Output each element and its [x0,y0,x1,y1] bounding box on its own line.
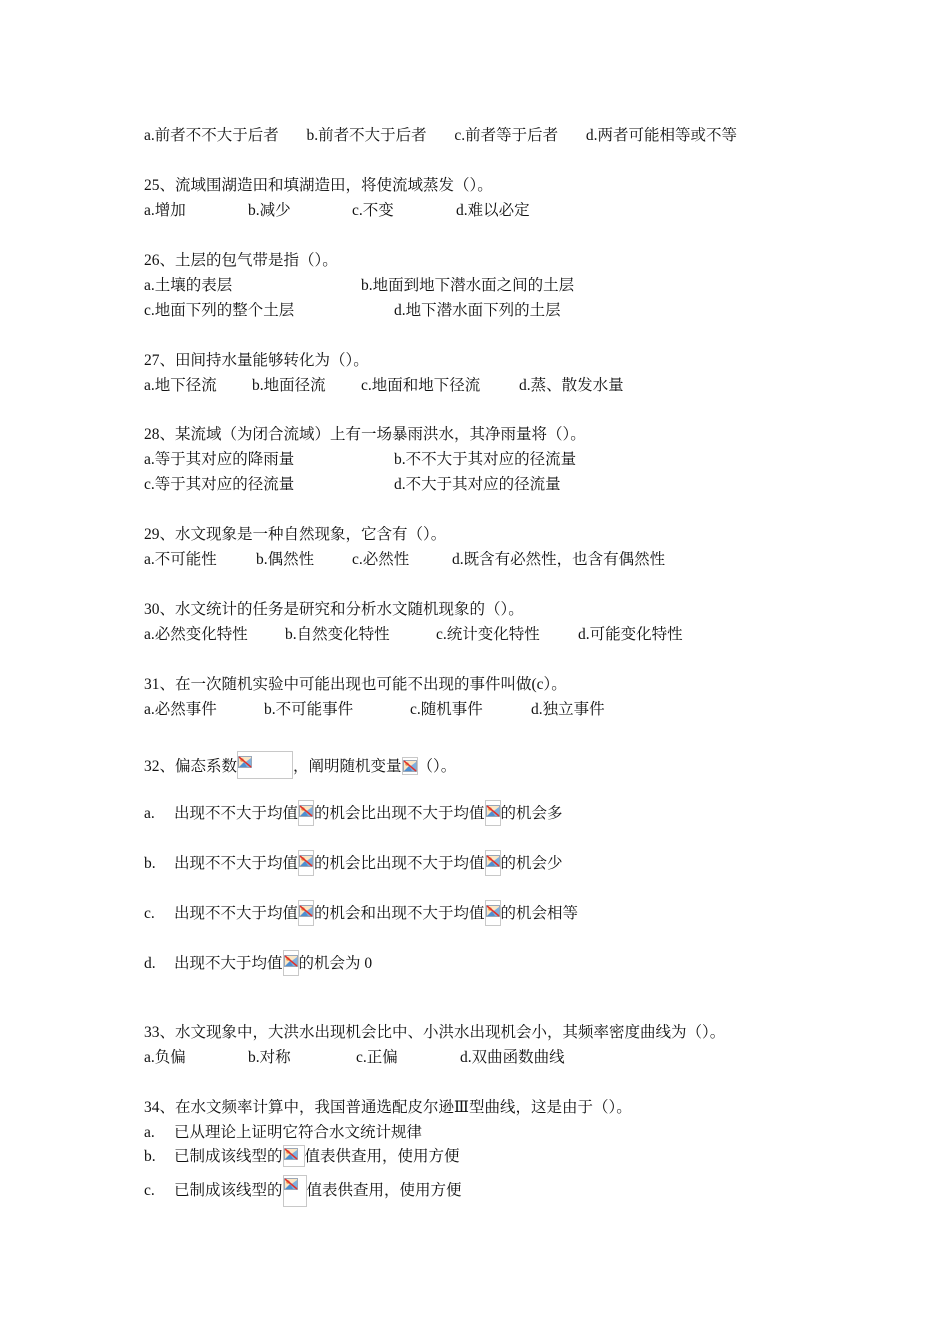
q32-option-d [144,950,372,976]
q30-option-c: c.统计变化特性 [436,626,540,643]
q27-option-a: a.地下径流 [144,377,217,394]
q29-option-a: a.不可能性 [144,551,217,568]
q32-option-d-label: d. [144,955,156,972]
q32-option-c-label: c. [144,905,155,922]
q31-option-b: b.不可能事件 [264,701,354,718]
q26-stem: 26、土层的包气带是指（）。 [144,252,338,269]
broken-image-icon [402,757,418,775]
q28-stem: 28、某流域（为闭合流域）上有一场暴雨洪水，其净雨量将（）。 [144,426,586,443]
q34-option-b-text-1: 已制成该线型的 [174,1148,283,1165]
q32-stem-text-1: 32、偏态系数 [144,758,238,775]
q27-option-d: d.蒸、散发水量 [519,377,624,394]
q28-option-a: a.等于其对应的降雨量 [144,451,295,468]
q33-option-b: b.对称 [248,1049,291,1066]
q28-option-c: c.等于其对应的径流量 [144,476,295,493]
q32-option-c [144,900,578,926]
q33-option-c: c.正偏 [356,1049,398,1066]
q33-option-d: d.双曲函数曲线 [460,1049,565,1066]
q32-option-b-text-2: 的机会比出现不大于均值 [314,855,485,872]
q26-option-d: d.地下潜水面下列的土层 [394,302,561,319]
q34-option-c-label: c. [144,1182,155,1199]
q24-options-row [144,126,737,146]
q30-option-d: d.可能变化特性 [578,626,683,643]
q26-option-a: a.土壤的表层 [144,277,233,294]
q31-option-d: d.独立事件 [531,701,605,718]
q25-option-b: b.减少 [248,202,291,219]
q31-option-c: c.随机事件 [410,701,483,718]
q25-option-c: c.不变 [352,202,394,219]
q34-option-a [144,1123,422,1143]
q32-option-d-text-1: 出现不大于均值 [174,955,283,972]
q32-option-c-text-3: 的机会相等 [500,905,579,922]
q29-option-c: c.必然性 [352,551,410,568]
q28-option-b: b.不不大于其对应的径流量 [394,451,577,468]
q31-stem: 31、在一次随机实验中可能出现也可能不出现的事件叫做(c）。 [144,676,567,693]
broken-image-icon [283,1175,307,1207]
q31-option-a: a.必然事件 [144,701,217,718]
q28-option-d: d.不大于其对应的径流量 [394,476,561,493]
q32-stem-text-3: （）。 [417,758,457,775]
q34-option-b-label: b. [144,1148,156,1165]
broken-image-icon [485,900,501,926]
q33-stem: 33、水文现象中，大洪水出现机会比中、小洪水出现机会小，其频率密度曲线为（）。 [144,1024,726,1041]
q34-option-c [144,1175,462,1207]
q34-option-c-text-1: 已制成该线型的 [174,1182,283,1199]
broken-image-icon [237,751,293,779]
q24-option-c: c.前者等于后者 [454,127,559,144]
q32-option-a-label: a. [144,805,155,822]
q32-option-a-text-2: 的机会比出现不大于均值 [314,805,485,822]
q26-option-c: c.地面下列的整个土层 [144,302,295,319]
q34-option-b [144,1145,460,1167]
q26-option-b: b.地面到地下潜水面之间的土层 [361,277,575,294]
broken-image-icon [298,850,314,876]
q24-option-b: b.前者不大于后者 [306,127,427,144]
q32-option-a-text-1: 出现不不大于均值 [174,805,299,822]
q32-option-c-text-2: 的机会和出现不大于均值 [314,905,485,922]
q32-option-b-text-1: 出现不不大于均值 [174,855,299,872]
broken-image-icon [283,1145,305,1167]
q32-option-a [144,800,563,826]
q30-stem: 30、水文统计的任务是研究和分析水文随机现象的（）。 [144,601,524,618]
q34-option-b-text-2: 值表供查用，使用方便 [304,1148,460,1165]
q34-stem: 34、在水文频率计算中，我国普通选配皮尔逊Ⅲ型曲线，这是由于（）。 [144,1099,632,1116]
q32-option-b-text-3: 的机会少 [500,855,563,872]
q29-stem: 29、水文现象是一种自然现象，它含有（）。 [144,526,447,543]
q24-option-a: a.前者不不大于后者 [144,127,279,144]
q27-option-c: c.地面和地下径流 [361,377,481,394]
broken-image-icon [283,950,299,976]
q29-option-b: b.偶然性 [256,551,315,568]
q30-option-b: b.自然变化特性 [285,626,390,643]
q34-option-a-text: 已从理论上证明它符合水文统计规律 [174,1124,423,1141]
q27-option-b: b.地面径流 [252,377,326,394]
q25-option-a: a.增加 [144,202,186,219]
q32-stem [144,751,456,779]
q32-option-d-text-2: 的机会为 0 [298,955,373,972]
broken-image-icon [485,800,501,826]
q32-option-c-text-1: 出现不不大于均值 [174,905,299,922]
q30-option-a: a.必然变化特性 [144,626,248,643]
q32-option-b [144,850,563,876]
q34-option-c-text-2: 值表供查用，使用方便 [306,1182,462,1199]
q32-option-a-text-3: 的机会多 [500,805,563,822]
broken-image-icon [298,900,314,926]
q27-stem: 27、田间持水量能够转化为（）。 [144,352,369,369]
q32-option-b-label: b. [144,855,156,872]
q25-option-d: d.难以必定 [456,202,530,219]
q25-stem: 25、流域围湖造田和填湖造田，将使流域蒸发（）。 [144,177,493,194]
q34-option-a-label: a. [144,1124,155,1141]
q32-stem-text-2: ，阐明随机变量 [293,758,402,775]
broken-image-icon [298,800,314,826]
q29-option-d: d.既含有必然性，也含有偶然性 [452,551,666,568]
q24-option-d: d.两者可能相等或不等 [585,127,738,144]
q33-option-a: a.负偏 [144,1049,186,1066]
broken-image-icon [485,850,501,876]
